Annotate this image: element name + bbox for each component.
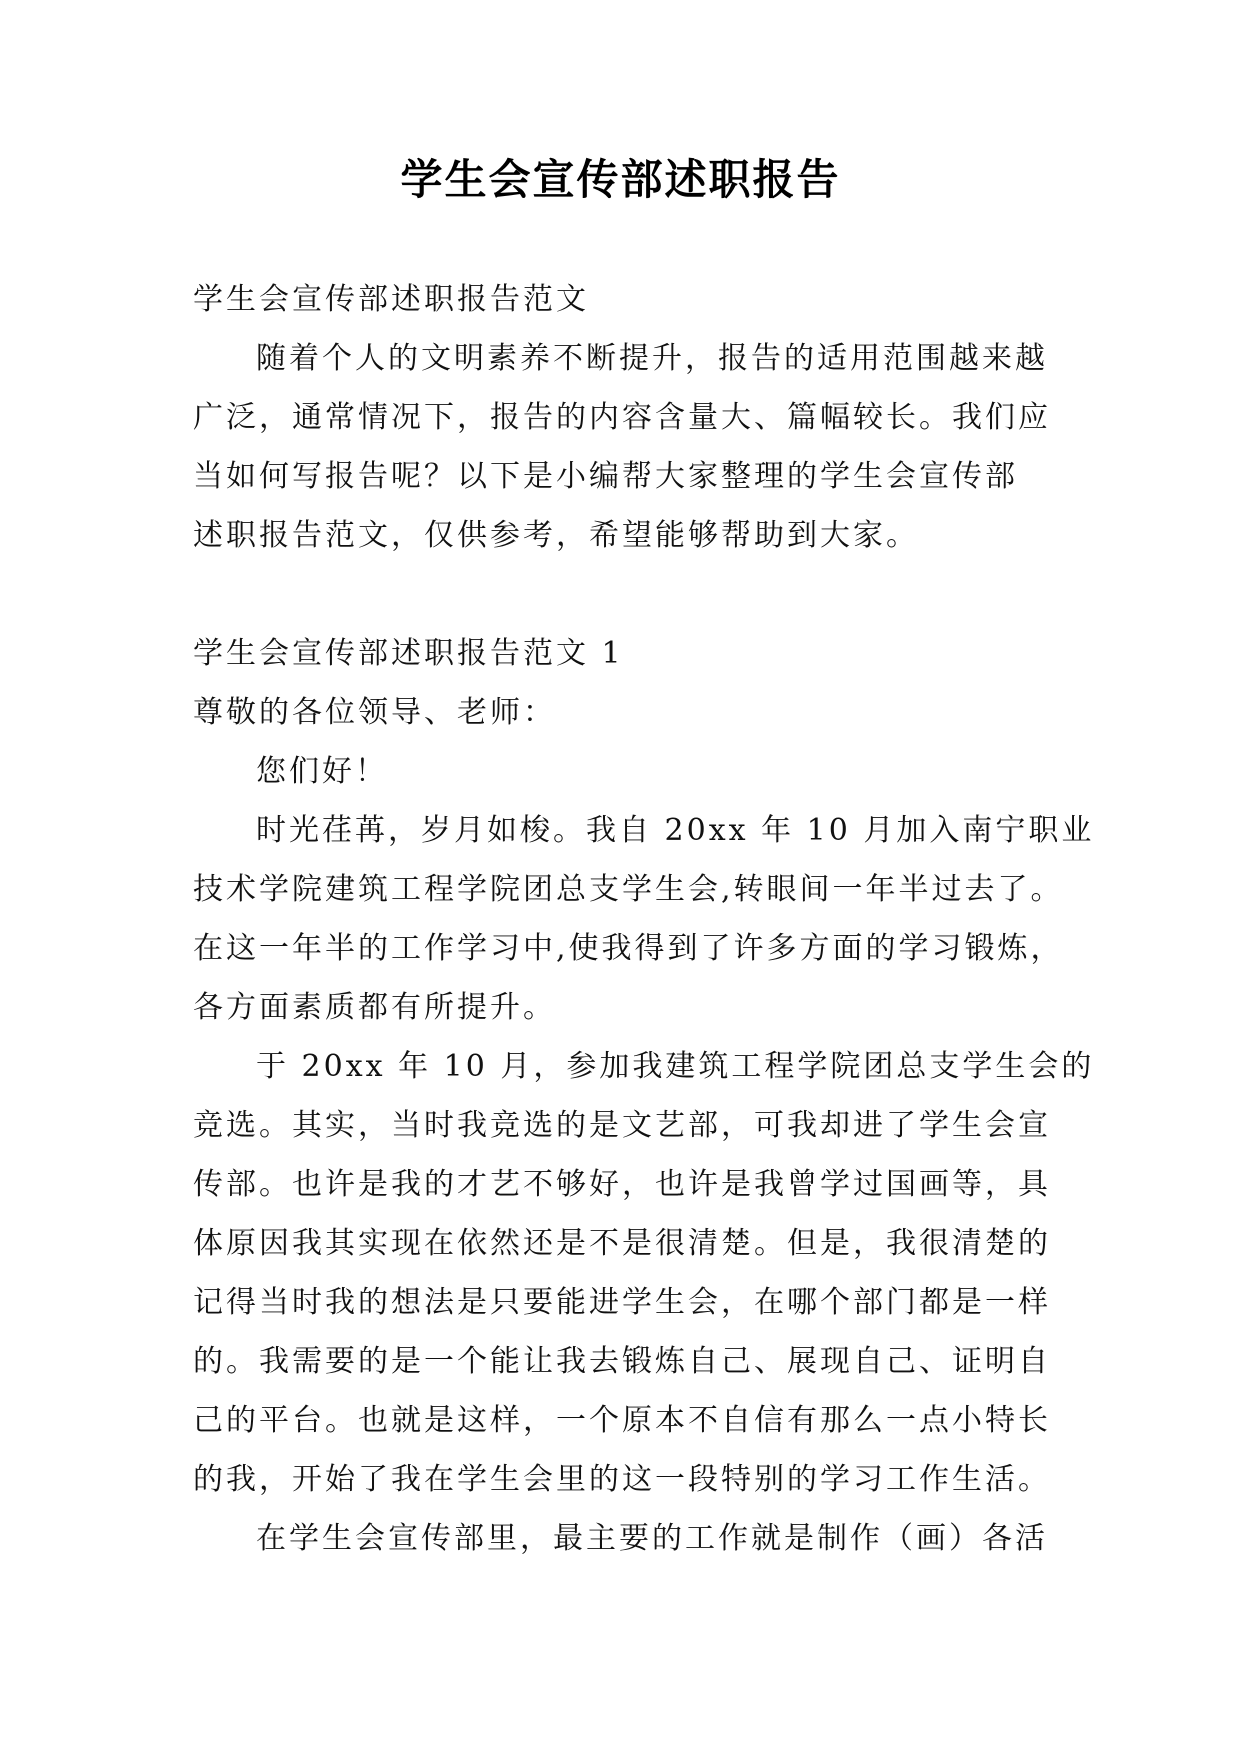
text-line: 技术学院建筑工程学院团总支学生会,转眼间一年半过去了。 (193, 872, 1064, 907)
text-line: 传部。也许是我的才艺不够好，也许是我曾学过国画等，具 (193, 1167, 1051, 1202)
text-line: 竞选。其实，当时我竞选的是文艺部，可我却进了学生会宣 (193, 1108, 1051, 1143)
text-line: 在学生会宣传部里，最主要的工作就是制作（画）各活 (256, 1521, 1048, 1556)
text-line: 时光荏苒，岁月如梭。我自 20xx 年 10 月加入南宁职业 (256, 813, 1095, 848)
text-line: 各方面素质都有所提升。 (193, 990, 556, 1025)
text-line: 在这一年半的工作学习中,使我得到了许多方面的学习锻炼， (193, 931, 1064, 966)
text-line: 于 20xx 年 10 月，参加我建筑工程学院团总支学生会的 (256, 1049, 1095, 1084)
text-line: 述职报告范文，仅供参考，希望能够帮助到大家。 (193, 518, 919, 553)
text-line: 广泛，通常情况下，报告的内容含量大、篇幅较长。我们应 (193, 400, 1051, 435)
text-line: 记得当时我的想法是只要能进学生会，在哪个部门都是一样 (193, 1285, 1051, 1320)
text-line: 体原因我其实现在依然还是不是很清楚。但是，我很清楚的 (193, 1226, 1051, 1261)
text-line: 的我，开始了我在学生会里的这一段特别的学习工作生活。 (193, 1462, 1051, 1497)
text-line: 己的平台。也就是这样，一个原本不自信有那么一点小特长 (193, 1403, 1051, 1438)
text-line: 尊敬的各位领导、老师： (193, 695, 556, 730)
text-line: 学生会宣传部述职报告范文 (193, 282, 589, 317)
text-line: 随着个人的文明素养不断提升，报告的适用范围越来越 (256, 341, 1048, 376)
text-line: 的。我需要的是一个能让我去锻炼自己、展现自己、证明自 (193, 1344, 1051, 1379)
text-line: 您们好！ (256, 754, 388, 789)
text-line: 学生会宣传部述职报告范文 1 (193, 636, 624, 671)
document-body (193, 270, 1095, 1568)
blank-line (193, 565, 1053, 624)
text-line: 当如何写报告呢？以下是小编帮大家整理的学生会宣传部 (193, 459, 1018, 494)
document-title: 学生会宣传部述职报告 (400, 155, 841, 204)
